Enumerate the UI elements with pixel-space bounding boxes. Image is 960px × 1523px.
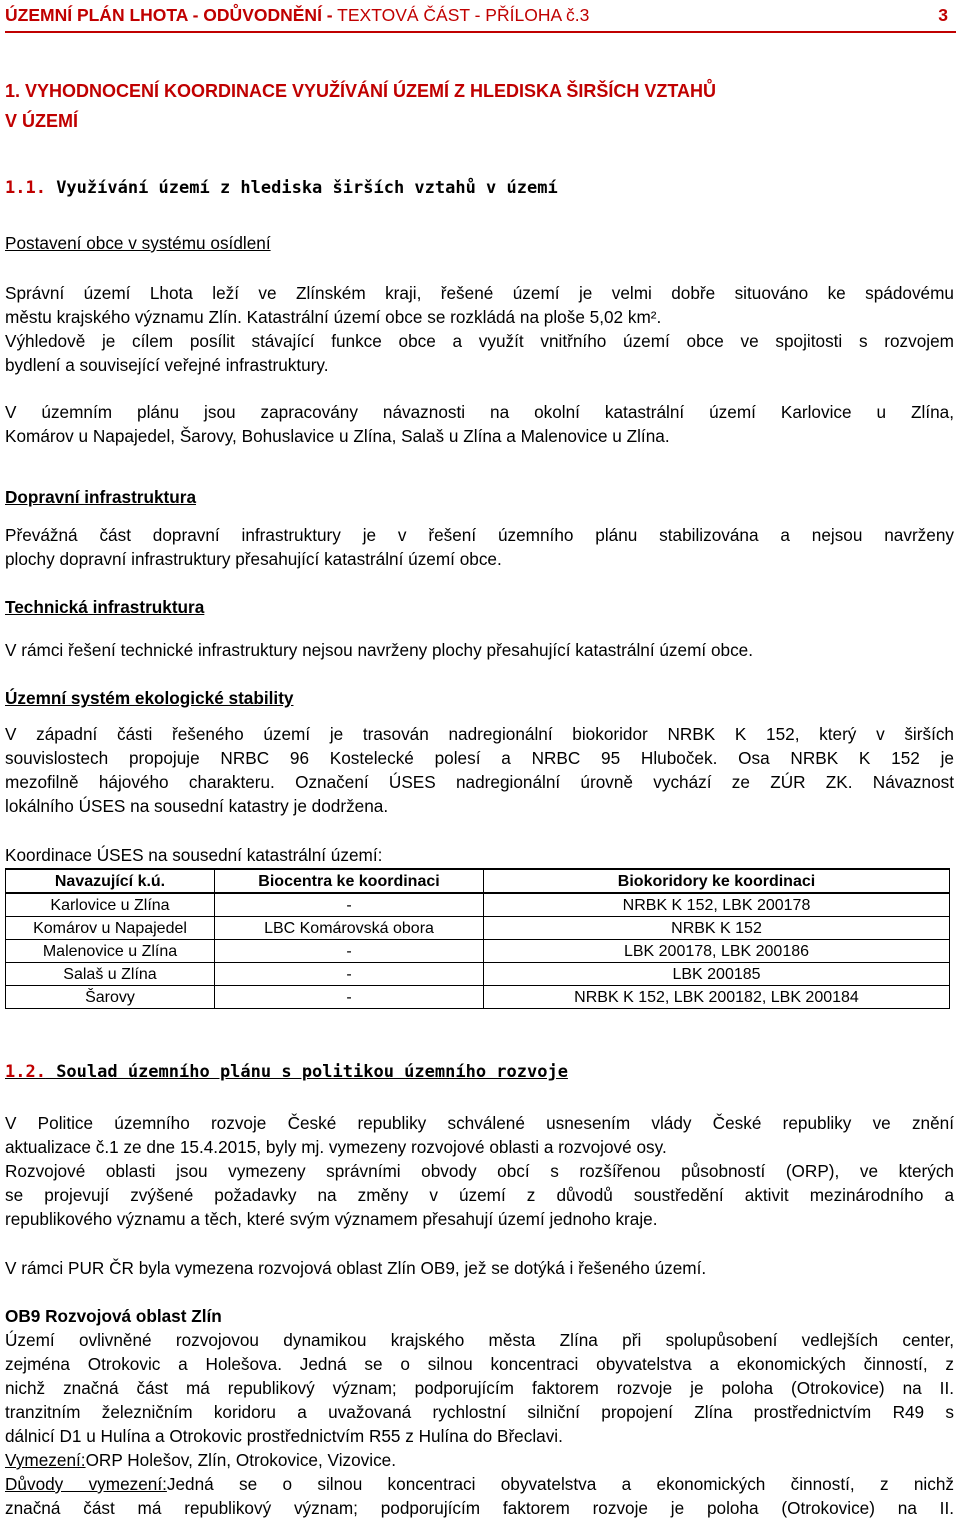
header-rule	[5, 31, 956, 33]
postaveni-line: bydlení a související veřejné infrastruktury.	[5, 355, 329, 375]
page-header	[5, 3, 956, 33]
duvody-text: Jedná se o silnou koncentraci obyvatelstva a ekonomických činností, z nichž	[166, 1474, 954, 1494]
section-1-2-heading	[5, 1060, 954, 1084]
ob9-line: tranzitním železničním koridoru a uvažovaná rychlostní silniční propojení Zlína prostřednictvím R49 s	[5, 1402, 954, 1422]
ob9-vymezeni	[5, 1448, 954, 1472]
pur-line: V Politice územního rozvoje České republiky schválené usnesením vlády České republiky ve znění	[5, 1113, 954, 1133]
table-cell: LBK 200185	[484, 963, 950, 986]
table-row	[6, 940, 950, 963]
table-row	[6, 986, 950, 1009]
table-caption: Koordinace ÚSES na sousední katastrální území:	[5, 845, 383, 865]
table-cell: Šarovy	[6, 986, 215, 1009]
table-cell: Komárov u Napajedel	[6, 917, 215, 940]
section-1-heading-line1: 1. VYHODNOCENÍ KOORDINACE VYUŽÍVÁNÍ ÚZEMÍ Z HLEDISKA ŠIRŠÍCH VZTAHŮ	[5, 81, 717, 101]
table-row	[6, 893, 950, 917]
uses-coordination-table	[5, 868, 950, 1009]
dopravni-line: plochy dopravní infrastruktury přesahující katastrální území obce.	[5, 549, 502, 569]
postaveni-heading: Postavení obce v systému osídlení	[5, 233, 271, 253]
uses-line: V západní části řešeného území je trasován nadregionální biokoridor NRBK K 152, který v širších	[5, 724, 954, 744]
duvody-label: Důvody vymezení:	[5, 1474, 167, 1494]
table-cell: LBC Komárovská obora	[215, 917, 484, 940]
table-header-cell: Biokoridory ke koordinaci	[484, 869, 950, 893]
table-cell: Karlovice u Zlína	[6, 893, 215, 917]
section-1-1-heading	[5, 176, 954, 200]
table-cell: NRBK K 152, LBK 200182, LBK 200184	[484, 986, 950, 1009]
table-cell: NRBK K 152, LBK 200178	[484, 893, 950, 917]
section-1-1-number: 1.1.	[5, 178, 46, 198]
section-1-heading-line2: V ÚZEMÍ	[5, 111, 79, 131]
table-cell: -	[215, 940, 484, 963]
uses-line: lokálního ÚSES na sousední katastry je dodržena.	[5, 796, 389, 816]
section-1-2-title: Soulad územního plánu s politikou územního rozvoje	[45, 1062, 568, 1082]
section-1-2-number: 1.2.	[5, 1062, 46, 1082]
table-cell: NRBK K 152	[484, 917, 950, 940]
table-row	[6, 963, 950, 986]
table-header-cell: Biocentra ke koordinaci	[215, 869, 484, 893]
table-cell: -	[215, 963, 484, 986]
table-cell: LBK 200178, LBK 200186	[484, 940, 950, 963]
uses-heading: Územní systém ekologické stability	[5, 688, 294, 708]
pur-line: aktualizace č.1 ze dne 15.4.2015, byly mj. vymezeny rozvojové oblasti a rozvojové osy.	[5, 1137, 667, 1157]
header-title	[5, 3, 589, 27]
section-1-1-title: Využívání území z hlediska širších vztahů v území	[45, 178, 558, 198]
table-cell: Malenovice u Zlína	[6, 940, 215, 963]
postaveni-line: Výhledově je cílem posílit stávající funkce obce a využít vnitřního území obce ve spojitosti s rozvojem	[5, 331, 954, 351]
pur-line: republikového významu a těch, které svým významem přesahují území jednoho kraje.	[5, 1209, 658, 1229]
ob9-heading: OB9 Rozvojová oblast Zlín	[5, 1306, 222, 1326]
dopravni-line: Převážná část dopravní infrastruktury je v řešení územního plánu stabilizována a nejsou navrženy	[5, 525, 954, 545]
uses-line: souvislostech propojuje NRBC 96 Kostelecké polesí a NRBC 95 Hluboček. Osa NRBK K 152 je	[5, 748, 954, 768]
header-title-rest: TEXTOVÁ ČÁST - PŘÍLOHA č.3	[332, 5, 590, 25]
page-number: 3	[938, 5, 948, 25]
vymezeni-label: Vymezení:	[5, 1450, 86, 1470]
table-cell: -	[215, 986, 484, 1009]
uses-line: mezofilně hájového charakteru. Označení ÚSES nadregionální úrovně vychází ze ZÚR ZK. Návaznost	[5, 772, 954, 792]
ob9-line: Území ovlivněné rozvojovou dynamikou krajského města Zlína při spolupůsobení vedlejších center,	[5, 1330, 954, 1350]
technicka-heading: Technická infrastruktura	[5, 597, 205, 617]
table-row	[6, 917, 950, 940]
vymezeni-text: ORP Holešov, Zlín, Otrokovice, Vizovice.	[85, 1450, 397, 1470]
postaveni-line: městu krajského významu Zlín. Katastrální území obce se rozkládá na ploše 5,02 km².	[5, 307, 662, 327]
pur-line: se projevují zvýšené požadavky na změny v území z důvodů soustředění aktivit mezinárodního a	[5, 1185, 954, 1205]
ob9-line: zejména Otrokovic a Holešova. Jedná se o silnou koncentraci obyvatelstva a ekonomických činností, z	[5, 1354, 954, 1374]
ob9-line: dálnicí D1 u Hulína a Otrokovic prostřednictvím R55 z Hulína do Břeclavi.	[5, 1426, 563, 1446]
ob9-line: nichž značná část má republikový význam; podporujícím faktorem rozvoje je poloha (Otrokovice) na II.	[5, 1378, 954, 1398]
table-header-row	[6, 869, 950, 893]
technicka-line: V rámci řešení technické infrastruktury nejsou navrženy plochy přesahující katastrální území obce.	[5, 640, 754, 660]
table-header-cell: Navazující k.ú.	[6, 869, 215, 893]
pur-ob9-line: V rámci PUR ČR byla vymezena rozvojová oblast Zlín OB9, jež se dotýká i řešeného území.	[5, 1258, 707, 1278]
postaveni-line: Správní území Lhota leží ve Zlínském kraji, řešené území je velmi dobře situováno ke spádovému	[5, 283, 954, 303]
ob9-duvody	[5, 1472, 954, 1496]
ob9-last-line: značná část má republikový význam; podporujícím faktorem rozvoje je poloha (Otrokovice) na II.	[5, 1498, 954, 1518]
dopravni-heading: Dopravní infrastruktura	[5, 487, 197, 507]
navaznosti-line: V územním plánu jsou zapracovány návaznosti na okolní katastrální území Karlovice u Zlína,	[5, 402, 954, 422]
table-cell: -	[215, 893, 484, 917]
navaznosti-line: Komárov u Napajedel, Šarovy, Bohuslavice u Zlína, Salaš u Zlína a Malenovice u Zlína.	[5, 426, 670, 446]
table-cell: Salaš u Zlína	[6, 963, 215, 986]
pur-line: Rozvojové oblasti jsou vymezeny správními obvody obcí s rozšířenou působností (ORP), ve kterých	[5, 1161, 954, 1181]
header-title-bold: ÚZEMNÍ PLÁN LHOTA - ODŮVODNĚNÍ -	[5, 5, 333, 25]
